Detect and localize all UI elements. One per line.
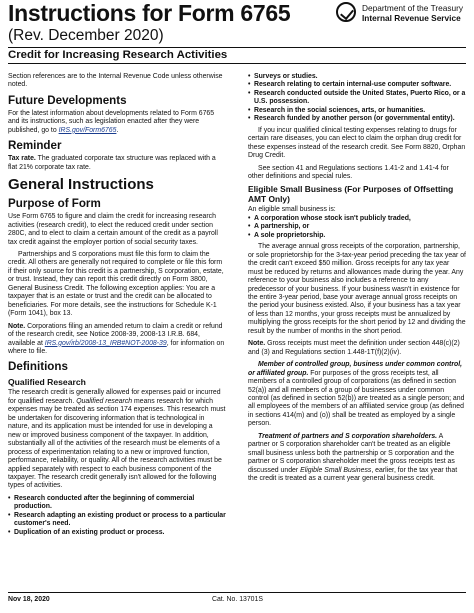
partners-treatment-term: Treatment of partners and S corporation shareholders.	[258, 432, 438, 440]
note-end: , for information on where to file.	[8, 339, 225, 355]
reminder-heading: Reminder	[8, 139, 62, 153]
footer-date: Nov 18, 2020	[8, 596, 50, 603]
agency-department: Department of the Treasury	[362, 3, 463, 13]
list-item: • Research adapting an existing product or process to a particular customer's need.	[8, 512, 226, 529]
qr-text-2: means research for which expenses may be treated as section 174 expenses. This research must be undertaken for discovering information that is technological in nature, and its application must be intended for use in developing a new or improved business component of the taxpayer. In addition, substantially all of the activities of the research must be elements of a process of experimentation relating to a new or improved function, performance, reliability, or quality. All of the research activities must be applied separately with respect to each business component of the taxpayer. The research credit generally isn't allowed for the following types of activities.	[8, 397, 226, 490]
orphan-drug-paragraph: If you incur qualified clinical testing expenses relating to drugs for certain rare diseases, you can elect to claim the orphan drug credit for these expenses instead of the research credit. See Form 8820, Orphan Drug Credit.	[248, 126, 466, 160]
amended-return-note	[8, 323, 226, 357]
list-item: • Research conducted after the beginning of commercial production.	[8, 495, 226, 512]
revision-date: (Rev. December 2020)	[8, 27, 164, 44]
regulations-paragraph: See section 41 and Regulations sections 1.41-2 and 1.41-4 for other definitions and special rules.	[248, 164, 449, 180]
eligible-small-business-heading: Eligible Small Business (For Purposes of Offsetting AMT Only)	[248, 184, 454, 204]
general-instructions-heading: General Instructions	[8, 176, 154, 194]
note-label: Note.	[248, 340, 266, 348]
future-developments-heading: Future Developments	[8, 93, 127, 107]
header-divider-bottom	[8, 63, 466, 64]
header-divider-top	[8, 47, 466, 48]
list-item: • A sole proprietorship.	[248, 232, 466, 240]
excluded-activities-list	[8, 495, 226, 537]
footer-divider	[8, 592, 466, 593]
qr-text-1: The research credit is generally allowed for expenses paid or incurred for qualified research.	[8, 389, 221, 405]
note-text: Gross receipts must meet the definition under section 448(c)(2) and (3) and Regulations section 1.448-1T(f)(2)(iv).	[248, 340, 460, 356]
definitions-heading: Definitions	[8, 360, 68, 374]
qualified-research-heading: Qualified Research	[8, 377, 86, 388]
reminder-text: The graduated corporate tax structure was replaced with a flat 21% corporate tax rate.	[8, 155, 216, 171]
partners-treatment-text-2: , earlier, for the tax year that the credit is treated as a current year general business credit.	[248, 466, 458, 483]
reminder-paragraph	[8, 155, 226, 172]
note-label: Note.	[8, 322, 26, 330]
esb-intro: An eligible small business is:	[248, 206, 336, 214]
list-item: • Research funded by another person (or governmental entity).	[248, 115, 466, 123]
list-item: • Duplication of an existing product or process.	[8, 529, 226, 537]
right-column	[248, 73, 466, 487]
form6765-link[interactable]: IRS.gov/Form6765	[58, 126, 117, 134]
controlled-group-term: Member of controlled group, business under common control, or affiliated group.	[248, 361, 463, 377]
agency-logo	[336, 2, 468, 32]
controlled-group-text: For purposes of the gross receipts test, all members of a controlled group of corporations (as defined in section 52(a)) and all members of a group of businesses under common control (as defined in section 52(b)) are treated as a single person; and all employees of the members of an affiliated service group (as defined in sections 414(m) and (o)) shall be treated as employed by a single person.	[248, 369, 465, 428]
esb-list	[248, 215, 466, 240]
intro-paragraph: Section references are to the Internal Revenue Code unless otherwise noted.	[8, 73, 223, 89]
future-developments-end: .	[116, 126, 119, 134]
purpose-paragraph-2: Partnerships and S corporations must file this form to claim the credit. All others are generally not required to complete or file this form if their only source for this credit is a partnership, S corporation, estate, or trust. Instead, they can report this credit directly on Form 3800, General Business Credit. The following exception applies: You are a taxpayer that is an estate or trust and the credit can be allocated to beneficiaries. For more details, see the instructions for Schedule K-1 (Form 1041), box 13.	[8, 250, 224, 318]
qr-term: Qualified research	[76, 397, 133, 405]
tax-rate-label: Tax rate.	[8, 155, 36, 163]
list-item: • Surveys or studies.	[248, 73, 466, 81]
gross-receipts-note	[248, 340, 466, 357]
left-column	[8, 73, 226, 540]
purpose-paragraph-1: Use Form 6765 to figure and claim the credit for increasing research activities (research credit), to elect the reduced credit under section 280C, and to elect to claim a certain amount of the credit as a payroll tax credit against the employer portion of social security taxes.	[8, 213, 218, 246]
purpose-heading: Purpose of Form	[8, 197, 101, 211]
list-item: • A corporation whose stock isn't publicly traded,	[248, 215, 466, 223]
partners-treatment-text-1: A partner or S corporation shareholder can't be treated as an eligible small business unless both the partnership or S corporation and the partner or S corporation shareholder meet the gross receipts test as discussed under	[248, 432, 455, 474]
catalog-number: Cat. No. 13701S	[212, 596, 263, 603]
notice-2008-39-link[interactable]: IRS.gov/irb/2008-13_IRB#NOT-2008-39	[44, 339, 167, 347]
list-item: • Research relating to certain internal-use computer software.	[248, 81, 466, 89]
controlled-group-paragraph	[248, 361, 466, 429]
future-developments-text: For the latest information about developments related to Form 6765 and its instructions, such as legislation enacted after they were published, go to	[8, 109, 215, 134]
document-title: Instructions for Form 6765	[8, 0, 291, 26]
partners-treatment-paragraph	[248, 433, 466, 484]
esb-reference: Eligible Small Business	[300, 466, 372, 474]
list-item: • Research in the social sciences, arts, or humanities.	[248, 107, 466, 115]
irs-eagle-seal-icon	[336, 2, 356, 22]
future-developments-paragraph	[8, 110, 226, 135]
list-item: • Research conducted outside the United States, Puerto Rico, or a U.S. possession.	[248, 90, 466, 107]
note-text: Corporations filing an amended return to claim a credit or refund of the research credit, see Notice 2008-39, 2008-13 I.R.B. 684, available at	[8, 322, 223, 347]
agency-name: Internal Revenue Service	[362, 13, 461, 23]
gross-receipts-paragraph: The average annual gross receipts of the corporation, partnership, or sole proprietorship for the 3-tax-year period preceding the tax year of the credit can't exceed $50 million. Gross receipts for any tax year must be reduced by returns and allowances made during the year. Any reference to your business also includes a reference to any predecessor of your business. If your business wasn't in existence for the entire 3-year period, base your average annual gross receipts on the period your business existed. Also, if your business has a tax year of less than 12 months, your gross receipts must be annualized by multiplying the gross receipts for the short period by 12 and dividing the result by the number of months in the short period.	[248, 243, 466, 335]
form-subtitle: Credit for Increasing Research Activities	[8, 49, 228, 61]
qualified-research-paragraph	[8, 389, 226, 490]
list-item: • A partnership, or	[248, 223, 466, 231]
excluded-activities-list-continued	[248, 73, 466, 124]
